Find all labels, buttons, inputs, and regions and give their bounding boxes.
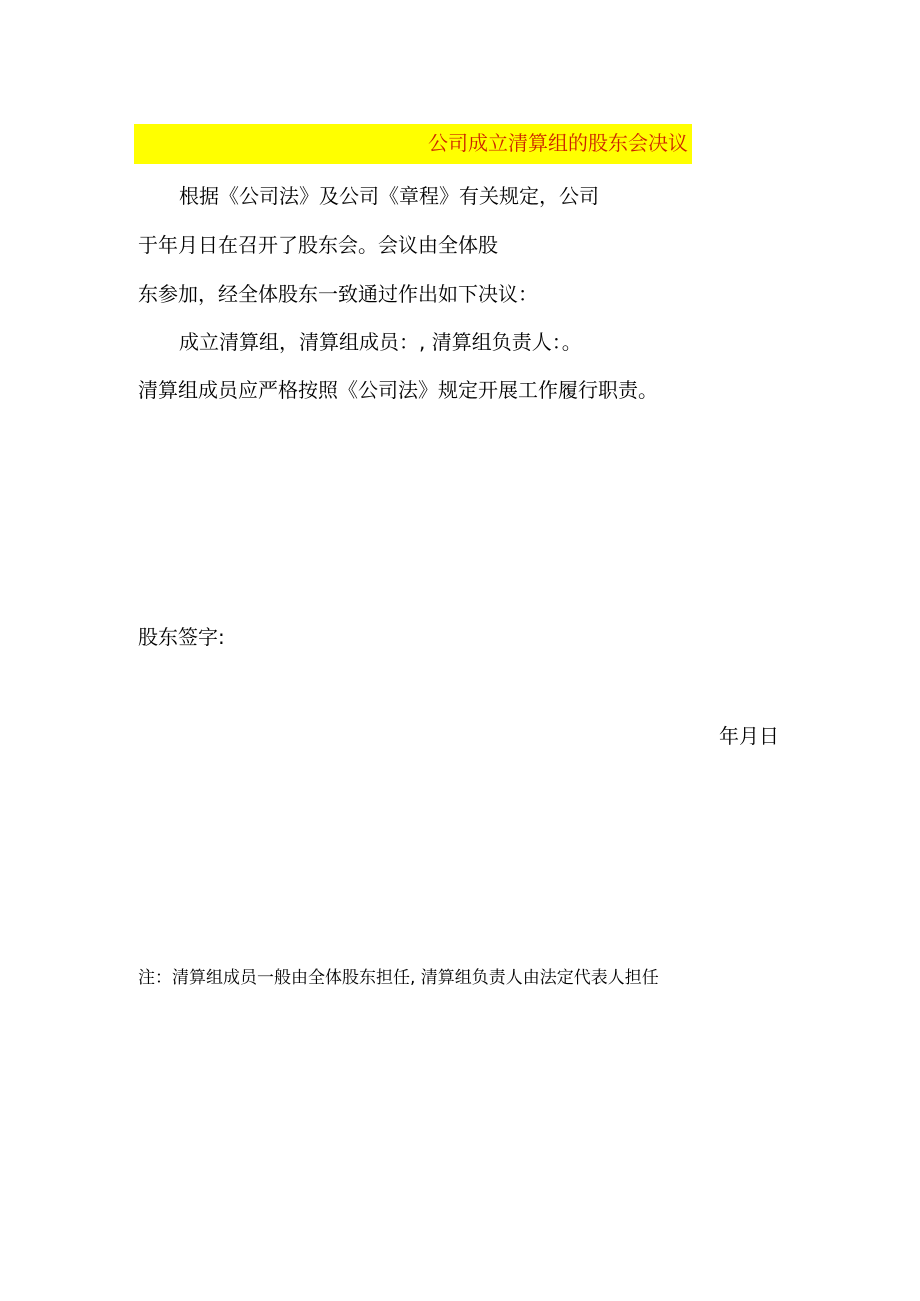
body-line-3: 东参加，经全体股东一致通过作出如下决议： [138, 282, 538, 306]
title-highlight [134, 124, 692, 164]
document-title: 公司成立清算组的股东会决议 [428, 131, 688, 155]
shareholder-signature-label: 股东签字: [138, 625, 225, 649]
body-line-1: 根据《公司法》及公司《章程》有关规定，公司 [179, 184, 599, 208]
duty-line: 清算组成员应严格按照《公司法》规定开展工作履行职责。 [138, 378, 658, 402]
footnote: 注：清算组成员一般由全体股东担任, 清算组负责人由法定代表人担任 [138, 968, 659, 988]
resolution-line: 成立清算组，清算组成员：, 清算组负责人：。 [179, 330, 582, 354]
signature-date: 年月日 [719, 724, 779, 748]
body-line-2: 于年月日在召开了股东会。会议由全体股 [138, 233, 498, 257]
